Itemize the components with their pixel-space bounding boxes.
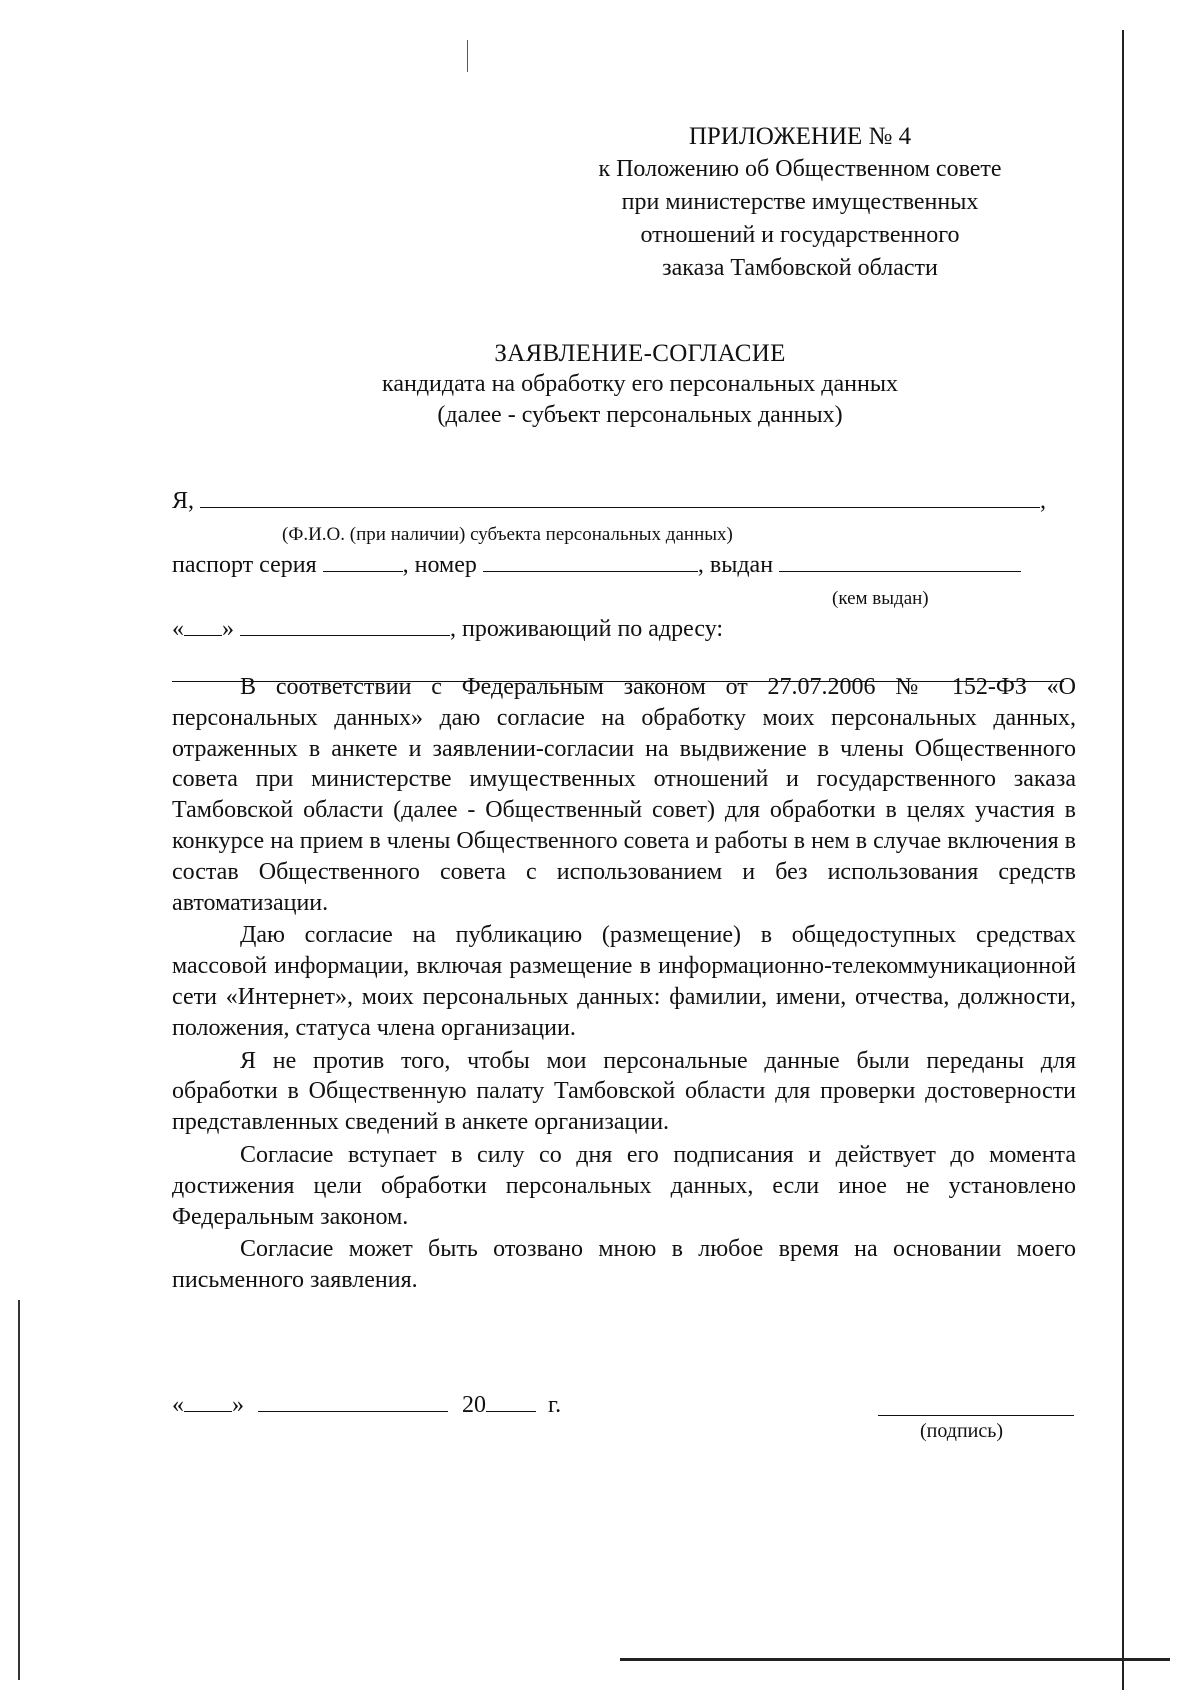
signature-caption: (подпись) [920,1420,1004,1442]
residing-label: , проживающий по адресу: [450,616,724,642]
fio-caption: (Ф.И.О. (при наличии) субъекта персональных данных) [282,524,733,545]
passport-issued-label: , выдан [697,552,774,578]
consent-paragraph-3: Я не против того, чтобы мои персональные данные были переданы для обработки в Общественную палату Тамбовской области для проверки достоверности представленных сведений в анкете организации. [172,1047,1076,1136]
appendix-number: ПРИЛОЖЕНИЕ № 4 [688,123,912,150]
passport-number-label: , номер [402,552,477,578]
document-title: ЗАЯВЛЕНИЕ-СОГЛАСИЕ [494,340,786,367]
appendix-line-3: отношений и государственного [640,222,960,248]
sign-year-field[interactable] [486,1410,536,1412]
fio-comma: , [1040,488,1047,514]
consent-paragraph-2: Даю согласие на публикацию (размещение) в общедоступных средствах массовой информации, включая размещение в информационно-телекоммуникационной сети «Интернет», моих персональных данных: фамилии, имени, отчества, должности, положения, статуса члена организации. [172,922,1076,1041]
scan-edge-right [1122,30,1124,1690]
fio-row [172,488,1046,515]
sign-month-field[interactable] [258,1410,448,1412]
issue-day-field[interactable] [184,634,222,636]
consent-text [172,672,1076,1298]
signature-date-row [172,1392,561,1419]
scan-edge-bottom [620,1658,1170,1661]
signature-field[interactable] [878,1415,1074,1416]
passport-number-field[interactable] [483,570,698,572]
fio-field[interactable] [200,506,1040,508]
passport-row [172,552,1021,579]
passport-series-label: паспорт серия [172,552,317,578]
sign-day-field[interactable] [184,1410,232,1412]
scan-edge-left [18,1300,20,1680]
scan-artifact-top [467,40,468,72]
document-subtitle-note: (далее - субъект персональных данных) [437,402,843,428]
sign-quote-close: » [232,1392,244,1418]
year-suffix: г. [548,1392,562,1418]
issue-date-row [172,616,723,643]
appendix-line-2: при министерстве имущественных [621,189,979,215]
issued-by-caption: (кем выдан) [832,588,929,609]
appendix-line-1: к Положению об Общественном совете [598,156,1002,182]
consent-paragraph-4: Согласие вступает в силу со дня его подписания и действует до момента достижения цели обработки персональных данных, если иное не установлено Федеральным законом. [172,1141,1076,1230]
consent-paragraph-5: Согласие может быть отозвано мною в любое время на основании моего письменного заявления. [172,1236,1076,1294]
consent-paragraph-1: В соответствии с Федеральным законом от 27.07.2006 № 152-ФЗ «О персональных данных» даю согласие на обработку моих персональных данных, отраженных в анкете и заявлении-согласии на выдвижение в члены Общественного совета при министерстве имущественных отношений и государственного заказа Тамбовской области (далее - Общественный совет) для обработки в целях участия в конкурсе на прием в члены Общественного совета и работы в нем в случае включения в состав Общественного совета с использованием и без использования средств автоматизации. [172,674,1076,916]
i-label: Я, [172,488,195,514]
issue-month-year-field[interactable] [240,634,450,636]
document-title-block [300,338,980,431]
passport-issued-by-field[interactable] [779,570,1021,572]
appendix-header [540,120,1060,285]
appendix-line-4: заказа Тамбовской области [662,255,938,281]
passport-series-field[interactable] [323,570,403,572]
sign-quote-open: « [172,1392,184,1418]
document-subtitle: кандидата на обработку его персональных данных [382,371,898,397]
quote-close: » [222,616,234,642]
quote-open: « [172,616,184,642]
year-prefix: 20 [462,1392,486,1418]
